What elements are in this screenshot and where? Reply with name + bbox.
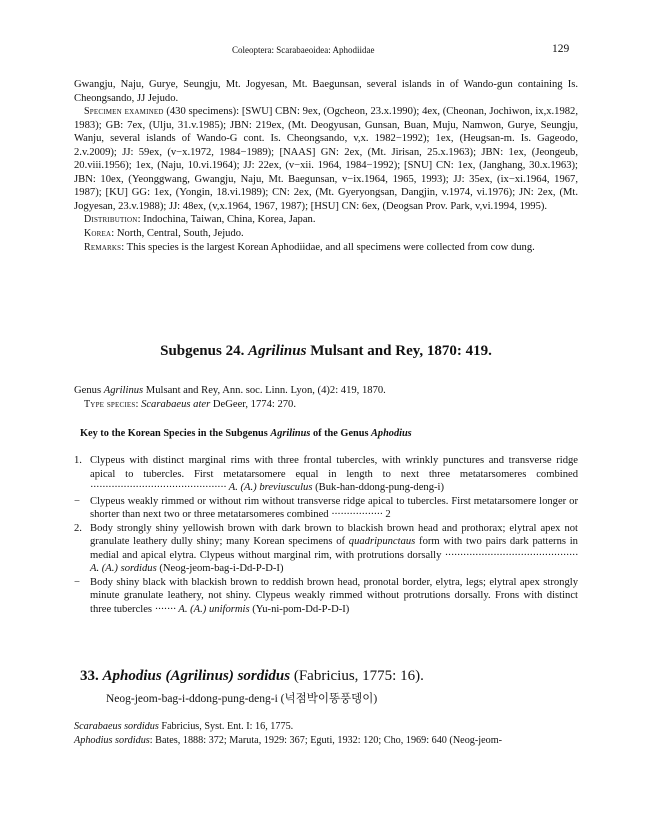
genus-name: Agrilinus xyxy=(103,385,144,396)
species-heading xyxy=(80,668,424,685)
distribution-paragraph xyxy=(74,213,578,227)
species-common-name: Neog-jeom-bag-i-ddong-pung-deng-i (넉점박이똥풍뎅이) xyxy=(106,693,378,705)
key-leader-dots: ············································ xyxy=(444,549,578,561)
specimens-label: Specimen examined xyxy=(84,106,164,118)
intro-paragraph: Gwangju, Naju, Gurye, Seungju, Mt. Jogyesan, Mt. Baegunsan, several islands in of Wando-gun containing Is. Cheongsando, JJ Jejudo. xyxy=(74,79,578,104)
species-genus: Aphodius xyxy=(102,668,162,684)
type-species-suffix: DeGeer, 1774: 270. xyxy=(210,398,296,410)
synonym-name: Scarabaeus sordidus xyxy=(74,721,159,732)
synonymy-entry xyxy=(74,734,578,748)
synonymy-entry xyxy=(74,720,578,734)
running-title: Coleoptera: Scarabaeoidea: Aphodiidae xyxy=(232,45,375,55)
remarks-paragraph xyxy=(74,241,578,255)
subgenus-heading xyxy=(0,343,652,360)
subgenus-name: Agrilinus xyxy=(248,343,307,359)
key-couplet xyxy=(74,454,578,495)
species-author: (Fabricius, 1775: 16). xyxy=(290,668,424,684)
species-epithet: sordidus xyxy=(237,668,291,684)
species-account-text xyxy=(74,78,578,254)
key-couplet-mark: − xyxy=(74,576,80,588)
key-couplet-italic: quadripunctaus xyxy=(348,536,416,547)
key-heading-subgenus: Agrilinus xyxy=(270,428,311,439)
subgenus-suffix: Mulsant and Rey, 1870: 419. xyxy=(306,343,492,359)
synonym-name: Aphodius sordidus xyxy=(74,734,150,746)
key-couplet xyxy=(74,495,578,522)
subgenus-prefix: Subgenus 24. xyxy=(160,343,249,359)
synonymy-list xyxy=(74,720,578,747)
key-leader-dots: ················· xyxy=(331,509,383,520)
key-couplet xyxy=(74,576,578,617)
genus-prefix: Genus xyxy=(74,385,104,396)
genus-line xyxy=(74,384,578,398)
key-couplet-text: Body strongly shiny yellowish brown with dark brown to blackish brown head and prothorax; elytral apex not granulate leathery dully shiny; many Korean specimens of xyxy=(90,522,578,547)
key-heading-genus: Aphodius xyxy=(371,428,412,439)
type-species-colon: : xyxy=(135,398,142,410)
page-number: 129 xyxy=(552,43,570,55)
key-couplet-text: Body shiny black with blackish brown to reddish brown head, pronotal border, elytra, legs; elytral apex strongly minute granulate leathery, not shiny. Clypeus weakly rimmed without protrutions dorsally. Frons with distinct three tubercles xyxy=(90,576,578,615)
korea-text: : North, Central, South, Jejudo. xyxy=(111,228,244,240)
species-number: 33. xyxy=(80,668,103,684)
key-result-taxon: A. (A.) uniformis xyxy=(175,603,250,615)
remarks-text: : This species is the largest Korean Aphodiidae, and all specimens were collected from cow dung. xyxy=(121,241,535,253)
key-couplet-text: Clypeus weakly rimmed or without rim without transverse ridge apical to tubercles. First metatarsomere longer or shorter than next two or three metatarsomeres combined xyxy=(90,495,578,520)
key-heading-part: of the Genus xyxy=(310,428,372,439)
key-couplet-mark: 2. xyxy=(74,522,82,534)
specimens-text: (430 specimens): [SWU] CBN: 9ex, (Ogcheon, 23.x.1990); 4ex, (Cheonan, Jochiwon, ix,x.1982, 1983); GB: 7ex, (Ulju, 31.v.1985); JBN: 219ex, (Mt. Deogyusan, Gunsan, Buan, Muju, Namwon, Gurye, Seungju, Wanju, several islands of Wando-G cont. Is. Cheongsando, v,x. 1982−1992); 1ex, (Heugsan-m. Is. Gageodo, 2.v.2009); JJ: 59ex, (v−x.1972, 1984−1989); [NAAS] GN: 2ex, (Mt. Jirisan, 25.x.1963); JBN: 1ex, (Jeongeub, 20.viii.1956); 1ex, (Naju, 10.vi.1964); JJ: 22ex, (v−xii. 1964, 1984−1992); [SNU] CN: 1ex, (Janghang, 30.x.1963); JBN: 10ex, (Yeonggwang, Gwangju, Naju, Mt. Baegunsan, v−ix.1964, 1965, 1993); JJ: 35ex, (ix−xi.1964, 1967, 1987); [KU] GG: 1ex, (Yongin, 18.vi.1989); CN: 2ex, (Mt. Gyeryongsan, Dangjin, v.1974, vi.1976); JN: 2ex, (Mt. Jogyesan, 23.v.1988); JJ: 48ex, (v,x.1964, 1967, 1987); [HSU] CN: 6ex, (Deogsan Prov. Park, v,vi.1994, 1995). xyxy=(74,106,578,212)
key-leader-dots: ············································· xyxy=(90,482,227,493)
korea-label: Korea xyxy=(84,228,112,240)
synonym-citation: Fabricius, Syst. Ent. I: 16, 1775. xyxy=(158,721,294,732)
key-result-name: 2 xyxy=(382,509,391,520)
key-heading xyxy=(80,428,412,439)
korea-paragraph xyxy=(74,227,578,241)
distribution-label: Distribution xyxy=(84,214,138,226)
key-leader-dots: ······· xyxy=(154,603,176,615)
key-couplet xyxy=(74,522,578,576)
key-result-taxon: A. (A.) breviusculus xyxy=(226,482,313,493)
species-subgenus: (Agrilinus) xyxy=(165,668,234,684)
remarks-label: Remarks xyxy=(84,241,122,253)
key-couplet-mark: − xyxy=(74,495,80,507)
distribution-text: : Indochina, Taiwan, China, Korea, Japan. xyxy=(137,214,316,226)
type-species-label: Type species xyxy=(84,398,136,410)
key-result-taxon: A. (A.) sordidus xyxy=(90,563,157,574)
key-couplet-text: Clypeus with distinct marginal rims with three frontal tubercles, with wrinkly punctures and transverse ridge apical to tubercles. First metatarsomere equal in length to next three metatarsomeres combined xyxy=(90,455,578,480)
specimens-paragraph xyxy=(74,105,578,213)
type-species-name: Scarabaeus ater xyxy=(141,398,211,410)
identification-key xyxy=(74,454,578,616)
type-species-line xyxy=(74,398,578,412)
key-result-name: (Neog-jeom-bag-i-Dd-P-D-I) xyxy=(156,563,284,574)
key-result-name: (Buk-han-ddong-pung-deng-i) xyxy=(312,482,444,493)
key-heading-part: Key to the Korean Species in the Subgenus xyxy=(80,428,271,439)
key-couplet-text: form with two pairs dark patterns in medial and apical elytra. Clypeus without marginal rim, with protrutions dorsally xyxy=(90,536,578,561)
running-header xyxy=(0,43,652,57)
genus-citation-block xyxy=(74,384,578,411)
genus-suffix: Mulsant and Rey, Ann. soc. Linn. Lyon, (4)2: 419, 1870. xyxy=(143,385,386,396)
key-result-name: (Yu-ni-pom-Dd-P-D-I) xyxy=(249,603,350,615)
key-couplet-mark: 1. xyxy=(74,455,82,466)
synonym-citation: : Bates, 1888: 372; Maruta, 1929: 367; Eguti, 1932: 120; Cho, 1969: 640 (Neog-jeom- xyxy=(149,734,503,746)
